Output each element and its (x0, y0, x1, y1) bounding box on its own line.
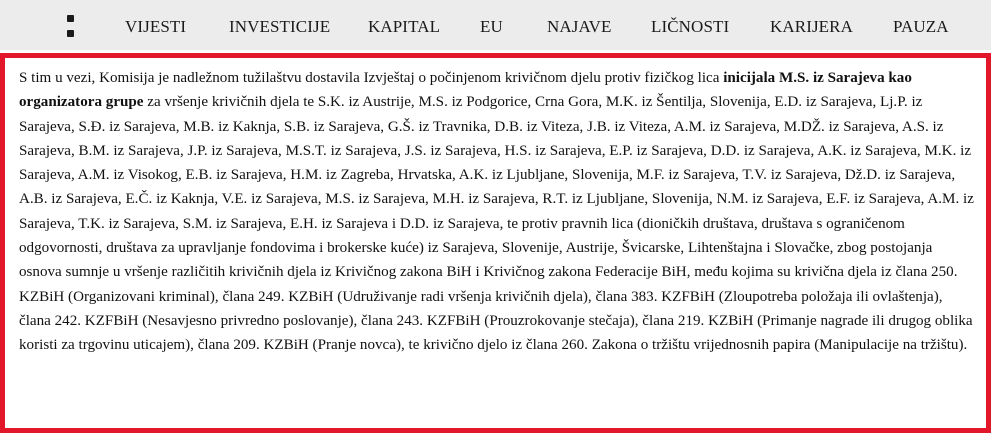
nav-item-vijesti[interactable]: VIJESTI (125, 17, 187, 36)
article-paragraph (19, 66, 975, 358)
nav-item-investicije[interactable]: INVESTICIJE (229, 17, 331, 36)
article-highlight-box (0, 53, 991, 433)
nav-item-najave[interactable]: NAJAVE (547, 17, 612, 36)
nav-item-pauza[interactable]: PAUZA (893, 17, 949, 36)
top-navigation-bar (0, 0, 991, 50)
menu-dots-icon[interactable] (64, 13, 78, 39)
article-text-body: za vršenje krivičnih djela te S.K. iz Austrije, M.S. iz Podgorice, Crna Gora, M.K. iz Šentilja, Slovenija, E.D. iz Sarajeva, Lj.P. iz Sarajeva, S.Đ. iz Sarajeva, M.B. iz Kaknja, S.B. iz Sarajeva, G.Š. iz Travnika, D.B. iz Viteza, J.B. iz Viteza, A.M. iz Sarajeva, M.DŽ. iz Sarajeva, A.S. iz Sarajeva, B.M. iz Sarajeva, J.P. iz Sarajeva, M.S.T. iz Sarajeva, J.S. iz Sarajeva, H.S. iz Sarajeva, E.P. iz Sarajeva, D.D. iz Sarajeva, A.K. iz Sarajeva, M.K. iz Sarajeva, A.M. iz Visokog, E.B. iz Sarajeva, H.M. iz Zagreba, Hrvatska, A.K. iz Ljubljane, Slovenija, M.F. iz Sarajeva, T.V. iz Sarajeva, Dž.D. iz Sarajeva, A.B. iz Sarajeva, E.Č. iz Kaknja, V.E. iz Sarajeva, M.S. iz Sarajeva, M.H. iz Sarajeva, R.T. iz Ljubljane, Slovenija, N.M. iz Sarajeva, E.F. iz Sarajeva, A.M. iz Sarajeva, T.K. iz Sarajeva, S.M. iz Sarajeva, E.H. iz Sarajeva i D.D. iz Sarajeva, te protiv pravnih lica (dioničkih društava, društava s ograničenom odgovornosti, društava za upravljanje fondovima i brokerske kuće) iz Sarajeva, Slovenije, Austrije, Švicarske, Lihtenštajna i Slovačke, zbog postojanja osnova sumnje u vršenje različitih krivičnih djela iz Krivičnog zakona BiH i Krivičnog zakona Federacije BiH, među kojima su krivična djela iz člana 250. KZBiH (Organizovani kriminal), člana 249. KZBiH (Udruživanje radi vršenja krivičnih djela), člana 383. KZFBiH (Zloupotreba položaja ili ovlaštenja), člana 242. KZFBiH (Nesavjesno privredno poslovanje), člana 243. KZFBiH (Prouzrokovanje stečaja), člana 219. KZBiH (Primanje nagrade ili drugog oblika koristi za trgovinu uticajem), člana 209. KZBiH (Pranje novca), te krivično djelo iz člana 260. Zakona o tržištu vrijednosnih papira (Manipulacije na tržištu). (19, 94, 974, 354)
nav-item-eu[interactable]: EU (480, 17, 503, 36)
nav-item-licnosti[interactable]: LIČNOSTI (651, 17, 730, 36)
nav-item-karijera[interactable]: KARIJERA (770, 17, 853, 36)
nav-item-kapital[interactable]: KAPITAL (368, 17, 441, 36)
menu-dot (67, 15, 74, 22)
menu-dot (67, 30, 74, 37)
article-text-intro: S tim u vezi, Komisija je nadležnom tužilaštvu dostavila Izvještaj o počinjenom krivičnom djelu protiv fizičkog lica (19, 70, 724, 86)
article-bold-highlight: inicijala M.S. iz Sarajeva kao organizatora grupe (19, 70, 912, 111)
